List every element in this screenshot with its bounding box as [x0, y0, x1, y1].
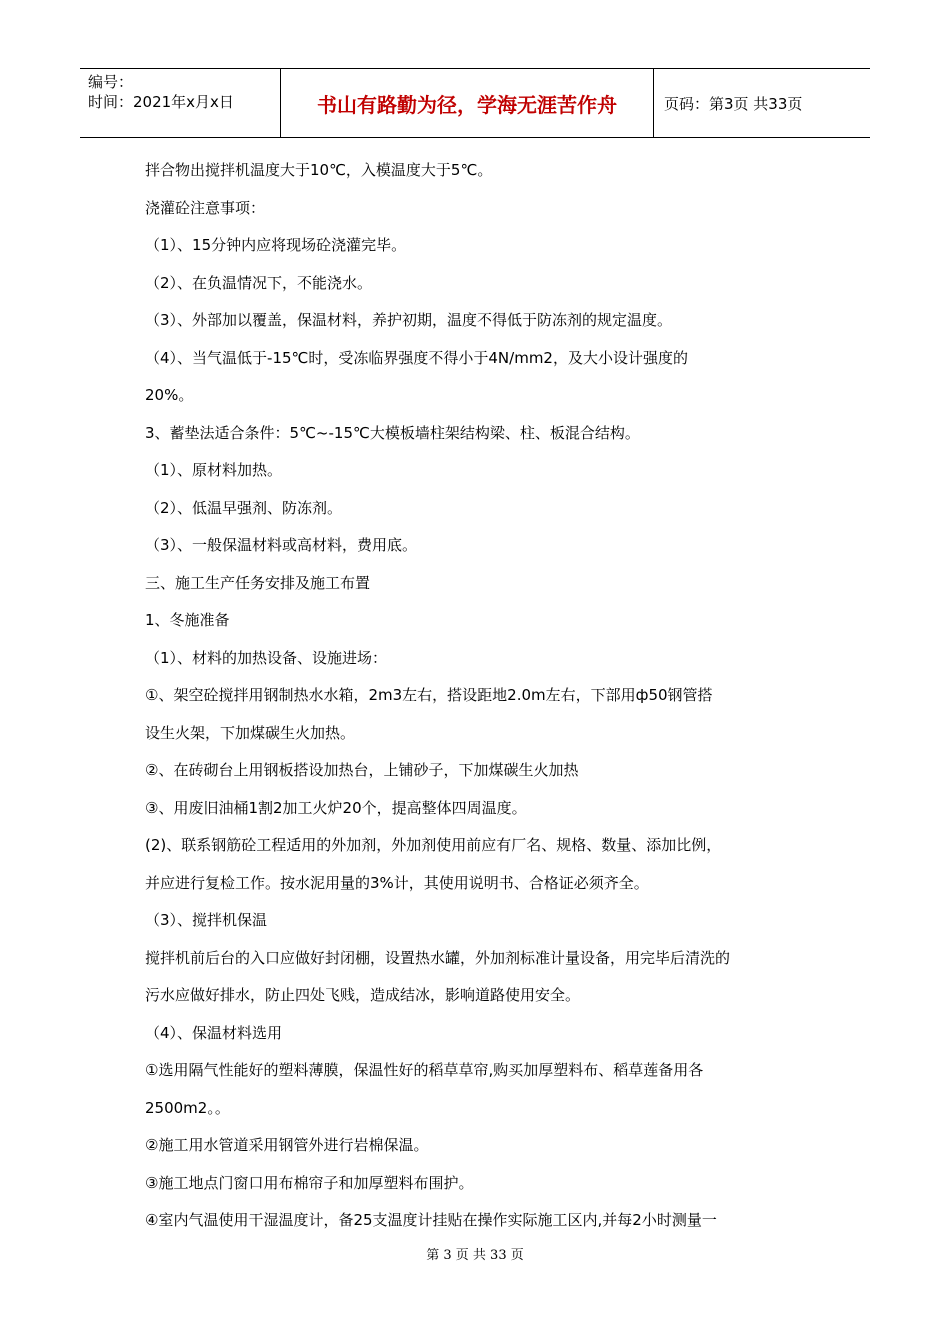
text-line: ②、在砖砌台上用钢板搭设加热台，上铺砂子，下加煤碳生火加热: [145, 761, 579, 779]
text-line: ①、架空砼搅拌用钢制热水水箱，2m3左右，搭设距地2.0m左右，下部用ф50钢管搭: [145, 686, 713, 704]
text-line: （3）、搅拌机保温: [145, 911, 268, 929]
text-line: ③、用废旧油桶1割2加工火炉20个，提高整体四周温度。: [145, 798, 527, 817]
text-line: 2500m2。。: [145, 1098, 230, 1117]
text-line: （2）、在负温情况下，不能浇水。: [145, 273, 373, 292]
text-line: 1、冬施准备: [145, 611, 230, 629]
document-body: [145, 152, 805, 1240]
text-line: 污水应做好排水，防止四处飞贱，造成结冰，影响道路使用安全。: [145, 986, 581, 1004]
text-line: （1）、原材料加热。: [145, 461, 283, 479]
text-line: ①选用隔气性能好的塑料薄膜，保温性好的稻草草帘,购买加厚塑料布、稻草莲备用各: [145, 1061, 704, 1079]
text-line: （4）、当气温低于-15℃时，受冻临界强度不得小于4N/mm2，及大小设计强度的: [145, 348, 688, 367]
page-footer: 第 3 页 共 33 页: [426, 1248, 524, 1263]
text-line: （3）、外部加以覆盖，保温材料，养护初期，温度不得低于防冻剂的规定温度。: [145, 311, 673, 329]
text-line: (2)、联系钢筋砼工程适用的外加剂，外加剂使用前应有厂名、规格、数量、添加比例，: [145, 836, 722, 854]
text-line: 浇灌砼注意事项：: [145, 198, 266, 217]
text-line: 并应进行复检工作。按水泥用量的3%计，其使用说明书、合格证必须齐全。: [145, 873, 649, 892]
text-line: （1）、15分钟内应将现场砼浇灌完毕。: [145, 236, 407, 254]
text-line: （4）、保温材料选用: [145, 1023, 283, 1042]
text-line: 三、施工生产任务安排及施工布置: [145, 573, 371, 592]
text-line: 设生火架，下加煤碳生火加热。: [145, 723, 356, 742]
text-line: ③施工地点门窗口用布棉帘子和加厚塑料布围护。: [145, 1173, 474, 1192]
header-page-info: 页码：第3页 共33页: [664, 94, 803, 113]
text-line: （1）、材料的加热设备、设施进场：: [145, 648, 388, 667]
text-line: 拌合物出搅拌机温度大于10℃，入模温度大于5℃。: [145, 161, 493, 179]
text-line: ④室内气温使用干湿温度计，备25支温度计挂贴在操作实际施工区内,并每2小时测量一: [145, 1211, 717, 1229]
page-header: [80, 68, 870, 138]
header-meta: [80, 69, 281, 137]
text-line: （3）、一般保温材料或高材料，费用底。: [145, 536, 418, 554]
text-line: 3、蓄垫法适合条件：5℃~-15℃大模板墙柱架结构梁、柱、板混合结构。: [145, 423, 640, 442]
time-label: 时间：2021年x月x日: [88, 93, 234, 111]
text-line: （2）、低温早强剂、防冻剂。: [145, 498, 343, 517]
header-motto: 书山有路勤为径，学海无涯苦作舟: [281, 69, 654, 137]
text-line: 20%。: [145, 386, 194, 404]
code-label: 编号：: [88, 73, 134, 91]
text-line: 搅拌机前后台的入口应做好封闭棚，设置热水罐，外加剂标准计量设备，用完毕后清洗的: [145, 948, 731, 967]
text-line: ②施工用水管道采用钢管外进行岩棉保温。: [145, 1136, 429, 1154]
